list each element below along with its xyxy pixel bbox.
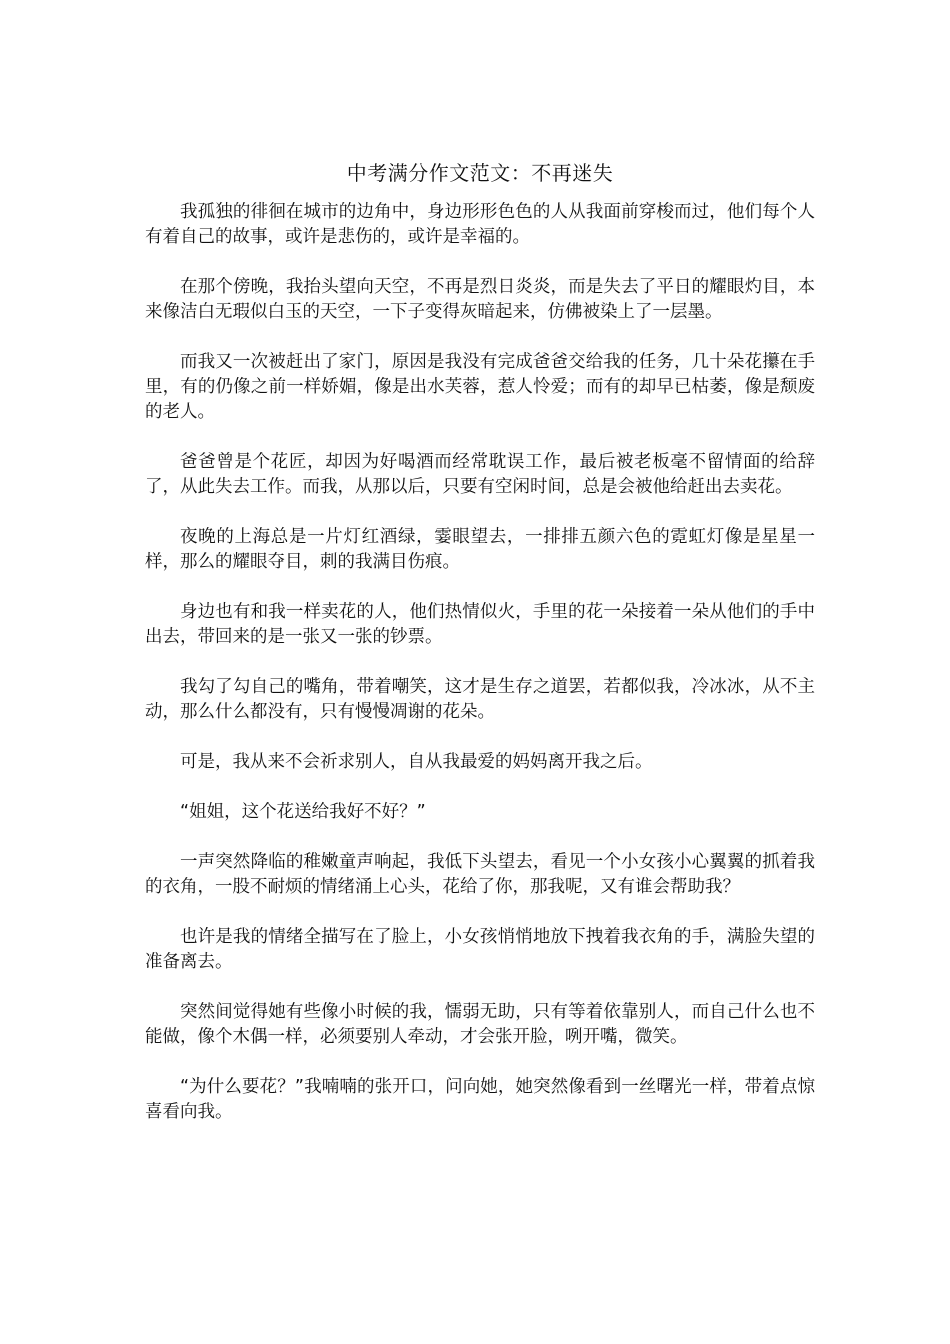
paragraph-3: 而我又一次被赶出了家门，原因是我没有完成爸爸交给我的任务，几十朵花攥在手里，有的仍像之前一样娇媚，像是出水芙蓉，惹人怜爱；而有的却早已枯萎，像是颓废的老人。 xyxy=(145,352,815,422)
document-title: 中考满分作文范文：不再迷失 xyxy=(346,161,614,185)
document-page xyxy=(145,158,815,1150)
paragraph-7: 我勾了勾自己的嘴角，带着嘲笑，这才是生存之道罢，若都似我，冷冰冰，从不主动，那么什么都没有，只有慢慢凋谢的花朵。 xyxy=(145,677,815,722)
paragraph-5: 夜晚的上海总是一片灯红酒绿，霎眼望去，一排排五颜六色的霓虹灯像是星星一样，那么的耀眼夺目，刺的我满目伤痕。 xyxy=(145,527,815,572)
paragraph-6: 身边也有和我一样卖花的人，他们热情似火，手里的花一朵接着一朵从他们的手中出去，带回来的是一张又一张的钞票。 xyxy=(145,602,815,647)
paragraph-10: 一声突然降临的稚嫩童声响起，我低下头望去，看见一个小女孩小心翼翼的抓着我的衣角，一股不耐烦的情绪涌上心头，花给了你，那我呢，又有谁会帮助我？ xyxy=(145,852,815,897)
paragraph-13: “为什么要花？”我喃喃的张开口，问向她，她突然像看到一丝曙光一样，带着点惊喜看向我。 xyxy=(145,1077,815,1122)
paragraph-2: 在那个傍晚，我抬头望向天空，不再是烈日炎炎，而是失去了平日的耀眼灼目，本来像洁白无瑕似白玉的天空，一下子变得灰暗起来，仿佛被染上了一层墨。 xyxy=(145,277,815,322)
paragraph-1: 我孤独的徘徊在城市的边角中，身边形形色色的人从我面前穿梭而过，他们每个人有着自己的故事，或许是悲伤的，或许是幸福的。 xyxy=(145,202,815,247)
paragraph-9: “姐姐，这个花送给我好不好？” xyxy=(180,802,426,822)
paragraph-8: 可是，我从来不会祈求别人，自从我最爱的妈妈离开我之后。 xyxy=(180,752,653,772)
paragraph-11: 也许是我的情绪全描写在了脸上，小女孩悄悄地放下拽着我衣角的手，满脸失望的准备离去。 xyxy=(145,927,815,972)
paragraph-4: 爸爸曾是个花匠，却因为好喝酒而经常耽误工作，最后被老板毫不留情面的给辞了，从此失去工作。而我，从那以后，只要有空闲时间，总是会被他给赶出去卖花。 xyxy=(145,452,815,497)
paragraph-12: 突然间觉得她有些像小时候的我，懦弱无助，只有等着依靠别人，而自己什么也不能做，像个木偶一样，必须要别人牵动，才会张开脸，咧开嘴，微笑。 xyxy=(145,1002,815,1047)
